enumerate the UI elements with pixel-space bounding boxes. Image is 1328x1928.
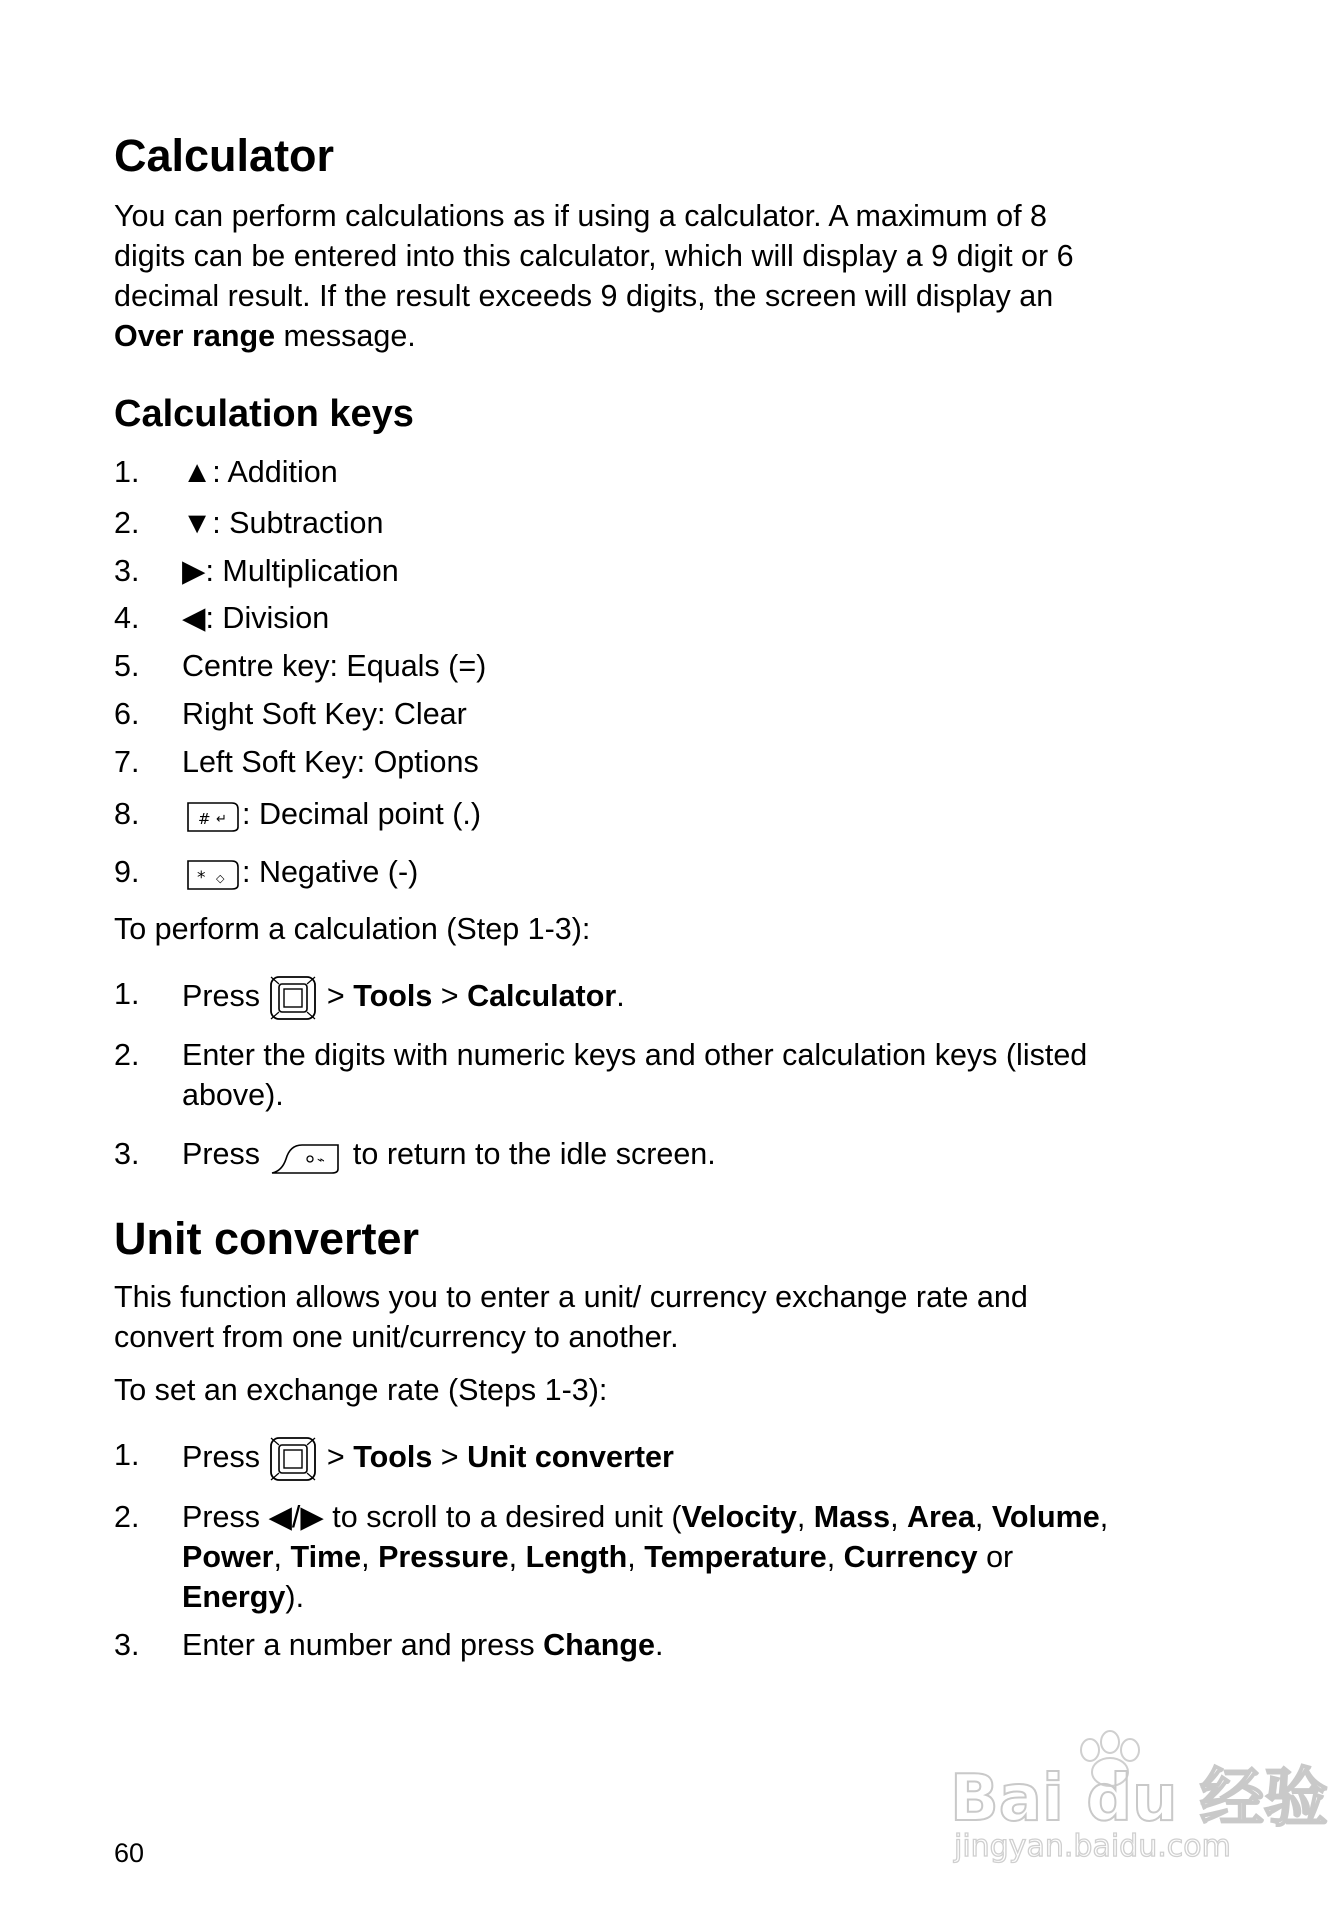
list-number: 8. (114, 797, 140, 831)
manual-page: Calculator You can perform calculations as if using a calculator. A maximum of 8 digits can be entered into this calculator, which will display a 9 digit or 6 decimal result. If the result exceeds 9 digits, the screen will display an Over range message. Calculation keys 1. ▲: Addition 2. ▼: Subtraction 3. ▶: Multiplication 4. ◀: Division 5. Centre key: Equals (=) 6. Right Soft Key: Clear 7. Left Soft Key: Options 8. # ↵ : Decimal point (.) 9. * ◇ : Negative (-) To perform a calculation (Step 1-3): 1. Press > Tools > Calculator. 2. Enter the digits with numeric keys and other calculation keys (listed above). 3. Press ⌁ to return to the idle screen. Unit converter This function allows you to enter a unit/ currency exchange rate and convert from one unit/currency to another. To set an exchange rate (Steps 1-3): 1. Press > Tools > Unit converter 2. Press ◀/▶ to scroll to a desired unit (Velocity, Mass, Area, Volume, Power, Time, Pressure, Length, Temperature, Currency or Energy). 3. Enter a number and press Change. 60 Bai du 经验 jingyan.baidu.com (114, 130, 1328, 1868)
unit-temperature: Temperature (644, 1540, 827, 1574)
triangle-up-icon: ▲ (182, 455, 213, 489)
left-right-arrows-icon: ◀/▶ (268, 1500, 324, 1534)
calc-key-label: : Division (205, 601, 330, 635)
list-number: 1. (114, 455, 140, 489)
list-number: 1. (114, 977, 140, 1011)
step-text: Enter a number and press (182, 1628, 544, 1662)
list-number: 3. (114, 1137, 140, 1171)
list-number: 3. (114, 1628, 140, 1662)
list-number: 6. (114, 697, 140, 731)
change-term: Change (543, 1628, 655, 1662)
calculator-intro-end: message. (275, 319, 416, 353)
step-line-2: above). (182, 1078, 284, 1112)
unit-area: Area (907, 1500, 975, 1534)
svg-text:◇: ◇ (216, 871, 225, 885)
set-rate-intro: To set an exchange rate (Steps 1-3): (114, 1373, 608, 1407)
list-number: 2. (114, 1500, 140, 1534)
unit-time: Time (290, 1540, 362, 1574)
step-close: ). (285, 1580, 305, 1614)
calc-key-label: : Multiplication (205, 554, 399, 588)
press-word: Press (182, 1137, 260, 1171)
calculator-intro-line-3: decimal result. If the result exceeds 9 digits, the screen will display an (114, 279, 1054, 313)
perform-intro: To perform a calculation (Step 1-3): (114, 912, 591, 946)
unit-converter-term: Unit converter (467, 1440, 674, 1475)
tools-term: Tools (353, 1440, 433, 1475)
calc-key-label: : Decimal point (.) (242, 797, 481, 831)
watermark-url: jingyan.baidu.com (954, 1829, 1231, 1864)
list-number: 4. (114, 601, 140, 635)
over-range-term: Over range (114, 319, 276, 353)
press-word: Press (182, 1500, 269, 1534)
step-end: . (616, 979, 625, 1014)
separator: > (432, 979, 468, 1014)
page-number: 60 (114, 1838, 145, 1868)
calc-key-label: Centre key: Equals (=) (182, 649, 487, 683)
baidu-watermark (940, 1720, 1328, 1870)
separator: > (432, 1440, 468, 1475)
list-number: 5. (114, 649, 140, 683)
menu-key-icon (268, 1435, 318, 1483)
separator: > (318, 979, 354, 1014)
hash-key-icon (182, 797, 242, 835)
step-end: . (654, 1628, 664, 1662)
svg-text:⌁: ⌁ (317, 1152, 326, 1168)
unit-volume: Volume (991, 1500, 1100, 1534)
unit-currency: Currency (843, 1540, 978, 1574)
calculator-intro-line-1: You can perform calculations as if using a calculator. A maximum of 8 (114, 199, 1047, 233)
scroll-text: to scroll to a desired unit ( (323, 1500, 682, 1534)
list-number: 7. (114, 745, 140, 779)
triangle-down-icon: ▼ (182, 506, 213, 540)
unit-length: Length (525, 1540, 628, 1574)
press-word: Press (182, 1440, 260, 1475)
list-number: 3. (114, 554, 140, 588)
calculator-term: Calculator (467, 979, 617, 1014)
unit-intro-line-2: convert from one unit/currency to another. (114, 1320, 679, 1354)
menu-key-icon (268, 974, 318, 1022)
unit-velocity: Velocity (681, 1500, 797, 1534)
tools-term: Tools (353, 979, 433, 1014)
end-key-icon (268, 1135, 344, 1177)
calc-key-label: : Addition (212, 455, 338, 489)
svg-text:#: # (198, 809, 211, 828)
svg-text:↵: ↵ (216, 811, 227, 827)
calc-key-label: : Subtraction (212, 506, 384, 540)
unit-pressure: Pressure (378, 1540, 509, 1574)
unit-energy: Energy (182, 1580, 286, 1614)
list-number: 1. (114, 1438, 140, 1472)
press-word: Press (182, 979, 260, 1014)
calc-key-label: Right Soft Key: Clear (182, 697, 467, 731)
calculator-intro-line-2: digits can be entered into this calculator, which will display a 9 digit or 6 (114, 239, 1074, 273)
calc-key-label: : Negative (-) (242, 855, 419, 889)
unit-intro-line-1: This function allows you to enter a unit/ currency exchange rate and (114, 1280, 1028, 1314)
calculator-intro (114, 196, 1174, 356)
list-number: 9. (114, 855, 140, 889)
step-rest: to return to the idle screen. (344, 1137, 716, 1171)
triangle-left-icon: ◀ (182, 601, 206, 635)
unit-mass: Mass (813, 1500, 891, 1534)
watermark-brand: Bai du 经验 (950, 1762, 1328, 1836)
star-key-icon (182, 855, 242, 893)
list-number: 2. (114, 1038, 140, 1072)
calc-key-label: Left Soft Key: Options (182, 745, 479, 779)
unit-power: Power (182, 1540, 274, 1574)
or-word: or (977, 1540, 1014, 1574)
triangle-right-icon: ▶ (182, 554, 206, 588)
list-number: 2. (114, 506, 140, 540)
separator: > (318, 1440, 354, 1475)
step-line-1: Enter the digits with numeric keys and other calculation keys (listed (182, 1038, 1088, 1072)
calculator-heading: Calculator (114, 130, 335, 181)
unit-converter-heading: Unit converter (114, 1213, 420, 1264)
calculation-keys-heading: Calculation keys (114, 393, 414, 435)
unit-converter-intro (114, 1277, 1174, 1357)
svg-text:*: * (197, 867, 206, 888)
